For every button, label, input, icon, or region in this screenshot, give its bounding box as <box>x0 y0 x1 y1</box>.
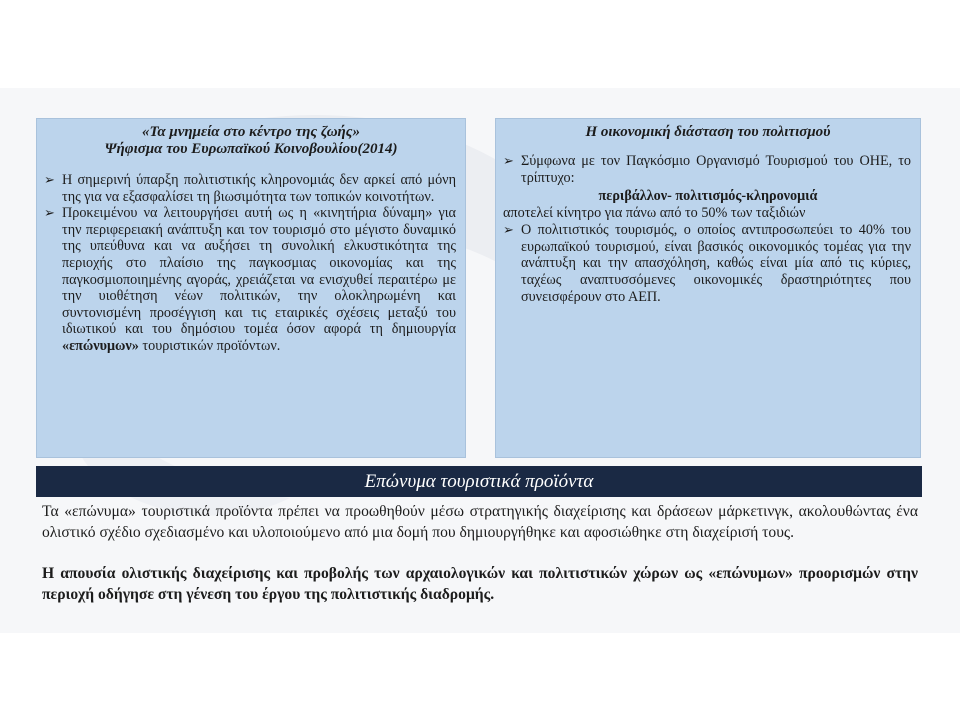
resolution-title <box>36 124 466 158</box>
resolution-title-line1: «Τα μνημεία στο κέντρο της ζωής» <box>142 124 360 140</box>
motivation-line: αποτελεί κίνητρο για πάνω από το 50% των ταξιδιών <box>503 205 806 222</box>
bullet-text: Η σημερινή ύπαρξη πολιτιστικής κληρονομιάς δεν αρκεί από μόνη της για να εξασφαλίσει τη βιωσιμότητα των τοπικών κοινοτήτων. <box>62 172 456 205</box>
economic-title: Η οικονομική διάσταση του πολιτισμού <box>585 124 831 140</box>
arrow-bullet-icon: ➢ <box>44 172 55 187</box>
economic-bullet-list <box>495 153 921 186</box>
list-item <box>495 153 921 186</box>
economic-panel <box>495 118 921 458</box>
slide <box>0 88 960 633</box>
bullet-emphasis: «επώνυμων» <box>62 337 139 354</box>
list-item <box>36 205 466 354</box>
arrow-bullet-icon: ➢ <box>503 153 514 168</box>
economic-bullet-list-2 <box>495 222 921 305</box>
resolution-title-line2: Ψήφισμα του Ευρωπαϊκού Κοινοβουλίου(2014) <box>104 141 398 157</box>
bullet-text: Ο πολιτιστικός τουρισμός, ο οποίος αντιπροσωπεύει το 40% του ευρωπαϊκού τουρισμού, είναι βασικός οικονομικός τομέας για την ανάπτυξη και την απασχόληση, καθώς είναι μία από τις κύριες, ταχέως αναπτυσσόμενες οικονομικές δραστηριότητες που συνεισφέρουν στο ΑΕΠ. <box>521 222 911 305</box>
arrow-bullet-icon: ➢ <box>503 222 514 238</box>
conclusion-paragraph: Η απουσία ολιστικής διαχείρισης και προβολής των αρχαιολογικών και πολιτιστικών χώρων ως «επώνυμων» προορισμών στην περιοχή οδήγησε στη γένεση του έργου της πολιτιστικής διαδρομής. <box>42 565 918 603</box>
resolution-panel <box>36 118 466 458</box>
triptych-label: περιβάλλον- πολιτισμός-κληρονομιά <box>598 188 818 205</box>
list-item <box>36 172 466 205</box>
bullet-text-end: τουριστικών προϊόντων. <box>138 337 281 354</box>
arrow-bullet-icon: ➢ <box>44 205 55 221</box>
resolution-bullet-list <box>36 172 466 355</box>
list-item <box>495 222 921 305</box>
section-banner: Επώνυμα τουριστικά προϊόντα <box>36 466 922 497</box>
bullet-text: Σύμφωνα με τον Παγκόσμιο Οργανισμό Τουρισμού του ΟΗΕ, το τρίπτυχο: <box>521 153 911 186</box>
branded-products-paragraph: Τα «επώνυμα» τουριστικά προϊόντα πρέπει να προωθηθούν μέσω στρατηγικής διαχείρισης και δράσεων μάρκετινγκ, ακολουθώντας ένα ολιστικό σχέδιο σχεδιασμένο και υλοποιούμενο από μια δομή που δημιουργήθηκε και αφοσιώθηκε στη διαχείρισή τους. <box>42 503 918 541</box>
bullet-text: Προκειμένου να λειτουργήσει αυτή ως η «κινητήρια δύναμη» για την περιφερειακή ανάπτυξη και τον τουρισμό στο μέγιστο δυναμικό της υπεύθυνα και να αυξήσει τη συνολική ελκυστικότητα της περιοχής στο πλαίσιο της παγκοσμιας οικονομίας και της παγκοσμιοποιημένης αγοράς, χρειάζεται να ενισχυθεί περαιτέρω με την υιοθέτηση νέων πολιτικών, την ολοκληρωμένη και συντονισμένη προσέγγιση και τις εταιρικές σχέσεις μεταξύ του ιδιωτικού και του δημόσιου τομέα όσον αφορά τη δημιουργία <box>62 205 456 338</box>
